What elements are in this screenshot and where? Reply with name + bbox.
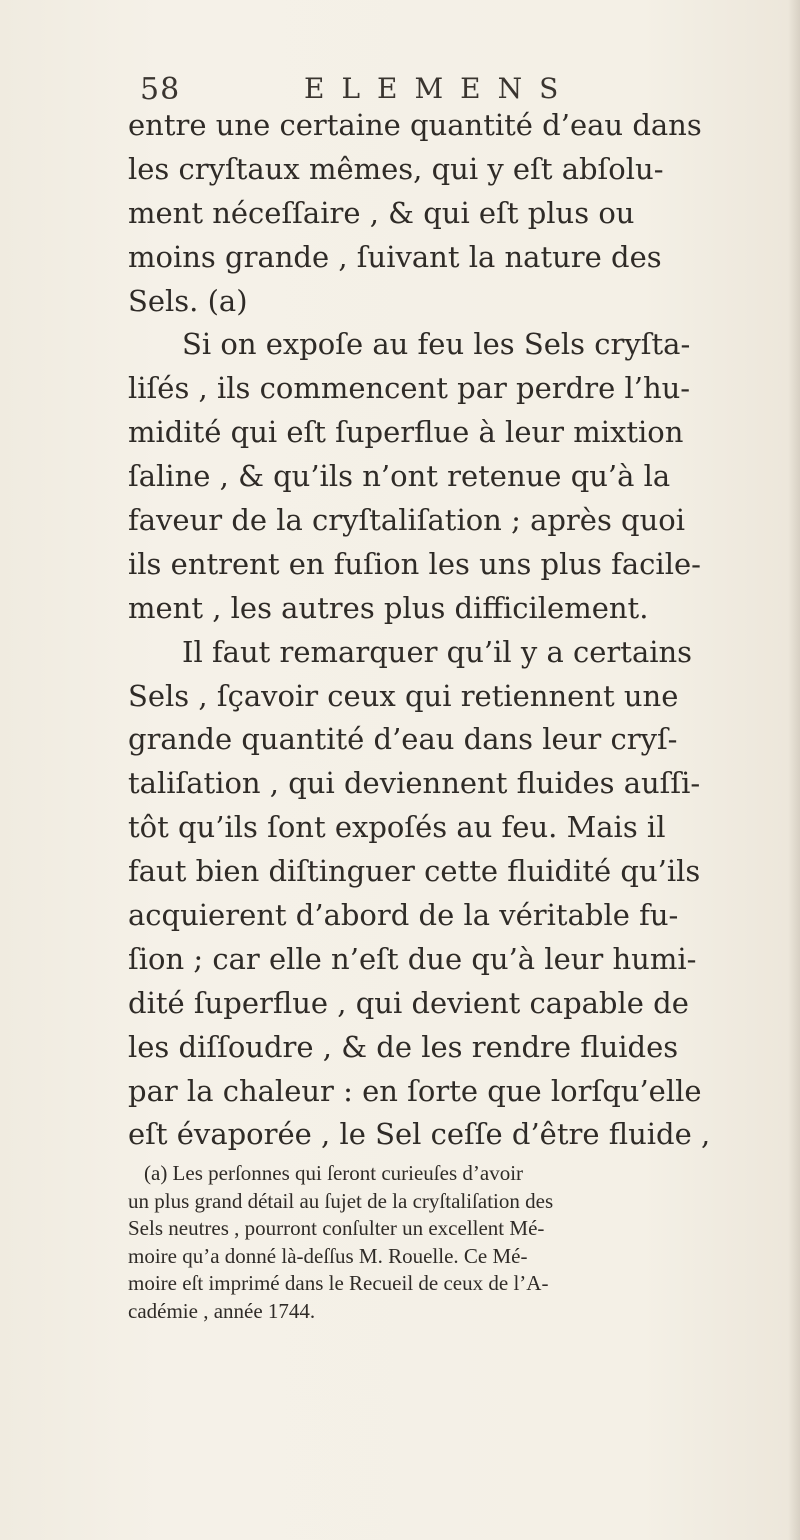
text-line: taliſation , qui deviennent fluides auſſi-	[128, 766, 701, 801]
text-line: dité ſuperflue , qui devient capable de	[128, 985, 689, 1020]
text-line: eſt évaporée , le Sel ceſſe d’être fluide ,	[128, 1117, 711, 1152]
text-line: ment , les autres plus difficilement.	[128, 590, 649, 625]
footnote-line: un plus grand détail au ſujet de la cryſtaliſation des	[128, 1188, 554, 1213]
text-line: ils entrent en fuſion les uns plus facile-	[128, 546, 701, 581]
text-line: Sels. (a)	[128, 283, 248, 318]
text-line: les diſſoudre , & de les rendre fluides	[128, 1029, 679, 1064]
footnote	[128, 1160, 728, 1325]
text-line: ſaline , & qu’ils n’ont retenue qu’à la	[128, 459, 671, 494]
text-line: acquierent d’abord de la véritable fu-	[128, 898, 679, 933]
text-line: les cryſtaux mêmes, qui y eſt abſolu-	[128, 151, 664, 186]
running-title: ELEMENS	[304, 72, 576, 105]
body-text	[128, 104, 728, 1157]
text-line: Sels , ſçavoir ceux qui retiennent une	[128, 678, 679, 713]
text-line: Si on expoſe au feu les Sels cryſta-	[182, 327, 691, 362]
text-line: ment néceſſaire , & qui eſt plus ou	[128, 195, 635, 230]
footnote-line: moire eſt imprimé dans le Recueil de ceux de l’A-	[128, 1271, 549, 1295]
page-number: 58	[140, 72, 181, 107]
text-line: grande quantité d’eau dans leur cryſ-	[128, 722, 678, 757]
page-edge-shadow	[788, 0, 800, 1540]
footnote-line: (a) Les perſonnes qui ſeront curieuſes d’avoir	[144, 1161, 524, 1185]
footnote-line: moire qu’a donné là-deſſus M. Rouelle. Ce Mé-	[128, 1243, 528, 1268]
text-line: moins grande , ſuivant la nature des	[128, 239, 662, 274]
text-line: midité qui eſt ſuperflue à leur mixtion	[128, 415, 684, 450]
text-line: ſion ; car elle n’eſt due qu’à leur humi-	[128, 941, 697, 976]
text-line: par la chaleur : en ſorte que lorſqu’elle	[128, 1073, 702, 1108]
text-line: Il faut remarquer qu’il y a certains	[182, 634, 693, 669]
text-line: liſés , ils commencent par perdre l’hu-	[128, 371, 691, 406]
footnote-line: Sels neutres , pourront conſulter un excellent Mé-	[128, 1216, 545, 1240]
text-line: faut bien diſtinguer cette fluidité qu’ils	[128, 854, 701, 889]
footnote-line: cadémie , année 1744.	[128, 1298, 316, 1323]
text-line: entre une certaine quantité d’eau dans	[128, 108, 702, 142]
text-line: faveur de la cryſtaliſation ; après quoi	[128, 503, 686, 538]
text-line: tôt qu’ils ſont expoſés au feu. Mais il	[128, 810, 666, 845]
